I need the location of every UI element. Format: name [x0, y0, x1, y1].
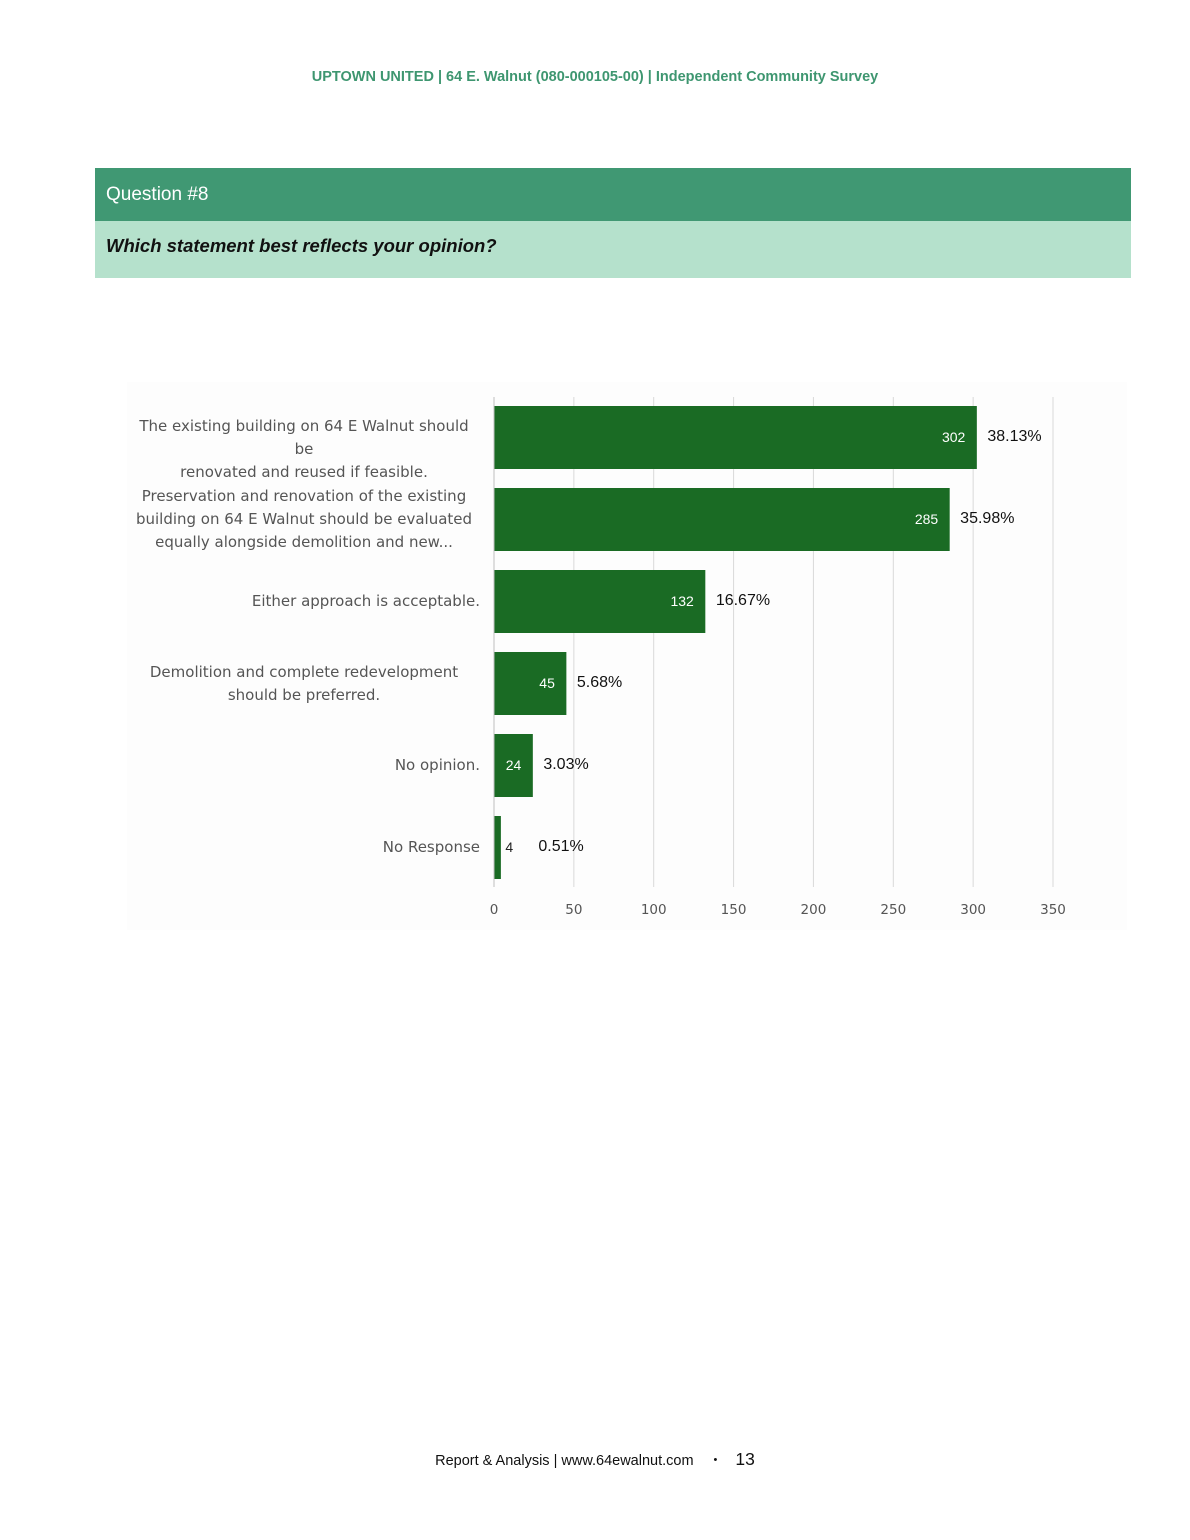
bar-chart — [127, 382, 1127, 930]
x-tick-label-150: 150 — [720, 902, 747, 918]
category-label-4: No opinion. — [394, 756, 480, 774]
question-text: Which statement best reflects your opinion? — [95, 221, 1131, 278]
percent-label-0: 38.13% — [987, 427, 1042, 445]
percent-label-5: 0.51% — [538, 837, 584, 855]
percent-label-3: 5.68% — [576, 673, 623, 691]
count-label-0: 302 — [941, 428, 966, 445]
x-tick-label-100: 100 — [640, 902, 667, 918]
count-label-3: 45 — [539, 674, 555, 691]
count-label-4: 24 — [505, 756, 522, 773]
percent-label-1: 35.98% — [960, 509, 1015, 527]
x-tick-label-300: 300 — [960, 902, 987, 918]
footer-text: Report & Analysis | www.64ewalnut.com — [435, 1453, 694, 1469]
count-label-1: 285 — [914, 510, 939, 527]
x-tick-label-0: 0 — [489, 902, 499, 918]
bar-5 — [495, 816, 501, 879]
question-number: Question #8 — [95, 168, 1131, 221]
category-label-0: The existing building on 64 E Walnut should be renovated and reused if feasible. — [139, 416, 469, 481]
category-label-2: Either approach is acceptable. — [251, 592, 480, 610]
bar-1 — [495, 488, 950, 551]
x-tick-label-50: 50 — [565, 902, 583, 918]
running-header: UPTOWN UNITED | 64 E. Walnut (080-000105-00) | Independent Community Survey — [311, 69, 879, 85]
question-box — [95, 168, 1131, 278]
category-label-1: Preservation and renovation of the existing building on 64 E Walnut should be evaluated equally alongside demolition and new... — [135, 487, 473, 551]
category-label-3: Demolition and complete redevelopment should be preferred. — [149, 662, 459, 704]
percent-label-4: 3.03% — [543, 755, 589, 773]
category-label-5: No Response — [382, 838, 480, 856]
percent-label-2: 16.67% — [715, 591, 771, 609]
count-label-2: 132 — [670, 592, 694, 609]
x-tick-label-350: 350 — [1040, 902, 1066, 918]
x-tick-label-200: 200 — [800, 902, 827, 918]
count-label-5: 4 — [505, 838, 514, 855]
bar-0 — [495, 406, 977, 469]
footer-bullet: • — [713, 1454, 718, 1466]
page-footer — [0, 1449, 1190, 1470]
x-tick-label-250: 250 — [880, 902, 907, 918]
page-number: 13 — [735, 1449, 755, 1469]
